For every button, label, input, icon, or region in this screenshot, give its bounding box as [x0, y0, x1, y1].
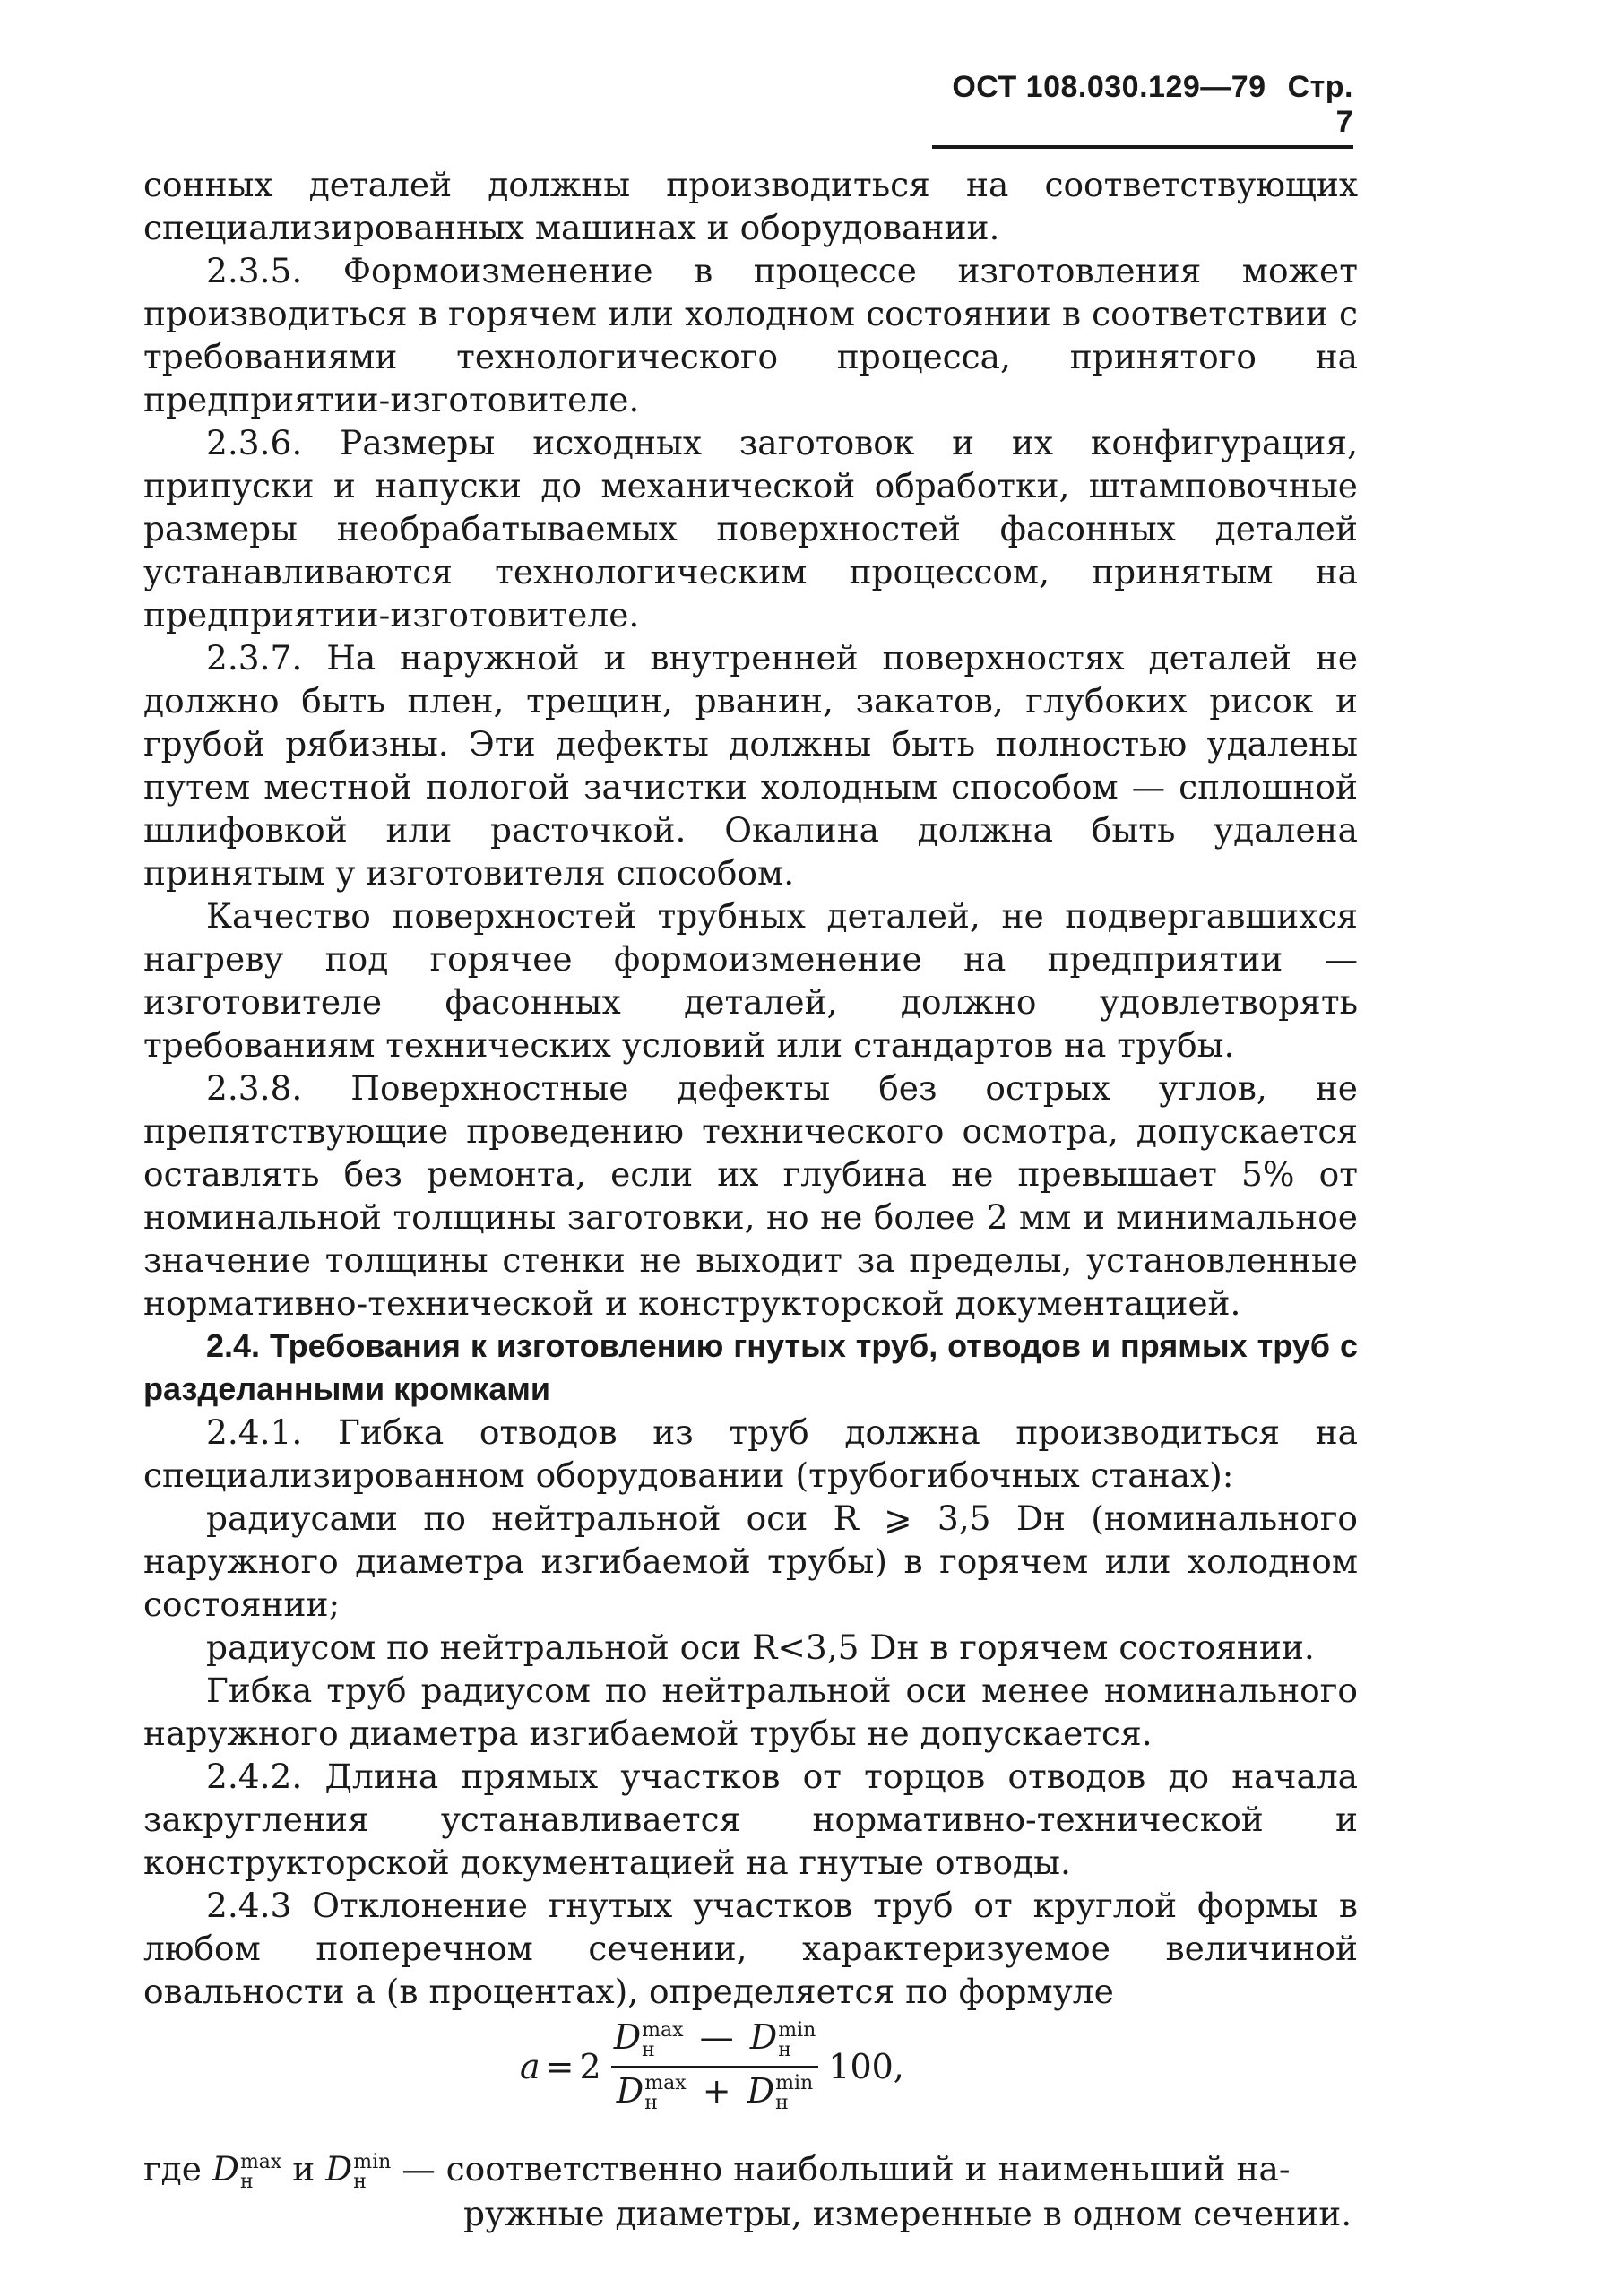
paragraph: 2.4.2. Длина прямых участков от торцов отводов до начала закругления устанавливается нормативно-технической и конструкторской документацией на гнутые отводы. [143, 1757, 1358, 1882]
section-heading: 2.4. Требования к изготовлению гнутых труб, отводов и прямых труб с разделанными кромками [143, 1327, 1358, 1407]
formula-coefficient: 2 [579, 2047, 601, 2086]
formula-equals: = [545, 2047, 574, 2086]
formula-denominator: D max н + D min н [611, 2066, 818, 2114]
paragraph: радиусами по нейтральной оси R ⩾ 3,5 Dн (номинального наружного диаметра изгибаемой трубы) в горячем или холодном состоянии; [143, 1498, 1358, 1624]
formula-numerator: D max н — D min н [613, 2017, 816, 2061]
where-clause-continuation: ружные диаметры, измеренные в одном сечении. [463, 2193, 1352, 2233]
paragraph: 2.3.8. Поверхностные дефекты без острых углов, не препятствующие проведению технического осмотра, допускается оставлять без ремонта, если их глубина не превышает 5% от номинальной толщины заготовки, но не более 2 мм и минимальное значение толщины стенки не выходит за пределы, установленные нормативно-технической и конструкторской документацией. [143, 1068, 1358, 1323]
ovality-formula [143, 2013, 1358, 2147]
page-body [143, 163, 1358, 2235]
paragraph: Гибка труб радиусом по нейтральной оси менее номинального наружного диаметра изгибаемой трубы не допускается. [143, 1671, 1358, 1753]
paragraph: сонных деталей должны производиться на соответствующих специализированных машинах и оборудовании. [143, 165, 1358, 247]
paragraph: 2.3.7. На наружной и внутренней поверхностях деталей не должно быть плен, трещин, рванин, закатов, глубоких рисок и грубой рябизны. Эти дефекты должны быть полностью удалены путем местной пологой зачистки холодным способом — сплошной шлифовкой или расточкой. Окалина должна быть удалена принятым у изготовителя способом. [143, 638, 1358, 893]
paragraph: 2.3.6. Размеры исходных заготовок и их конфигурация, припуски и напуски до механической обработки, штамповочные размеры необрабатываемых поверхностей фасонных деталей устанавливаются технологическим процессом, принятым на предприятии-изготовителе. [143, 423, 1358, 635]
where-clause: где D max н и D min н — соответственно наибольший и наименьший на- [143, 2149, 1291, 2193]
page-header [932, 70, 1353, 149]
paragraph: радиусом по нейтральной оси R<3,5 Dн в горячем состоянии. [206, 1628, 1315, 1667]
paragraph: 2.4.1. Гибка отводов из труб должна производиться на специализированном оборудовании (трубогибочных станах): [143, 1412, 1358, 1495]
page-number: Стр. 7 [1287, 70, 1353, 139]
standard-code: ОСТ 108.030.129—79 [952, 70, 1266, 104]
paragraph: 2.4.3 Отклонение гнутых участков труб от круглой формы в любом поперечном сечении, характеризуемое величиной овальности a (в процентах), определяется по формуле [143, 1886, 1358, 2011]
paragraph: Качество поверхностей трубных деталей, не подвергавшихся нагреву под горячее формоизменение на предприятии — изготовителе фасонных деталей, должно удовлетворять требованиям технических условий или стандартов на трубы. [143, 896, 1358, 1065]
paragraph: 2.3.5. Формоизменение в процессе изготовления может производиться в горячем или холодном состоянии в соответствии с требованиями технологического процесса, принятого на предприятии-изготовителе. [143, 251, 1358, 419]
formula-lhs: a [520, 2047, 540, 2086]
formula-factor: 100, [828, 2047, 904, 2086]
formula-fraction [609, 2017, 822, 2114]
